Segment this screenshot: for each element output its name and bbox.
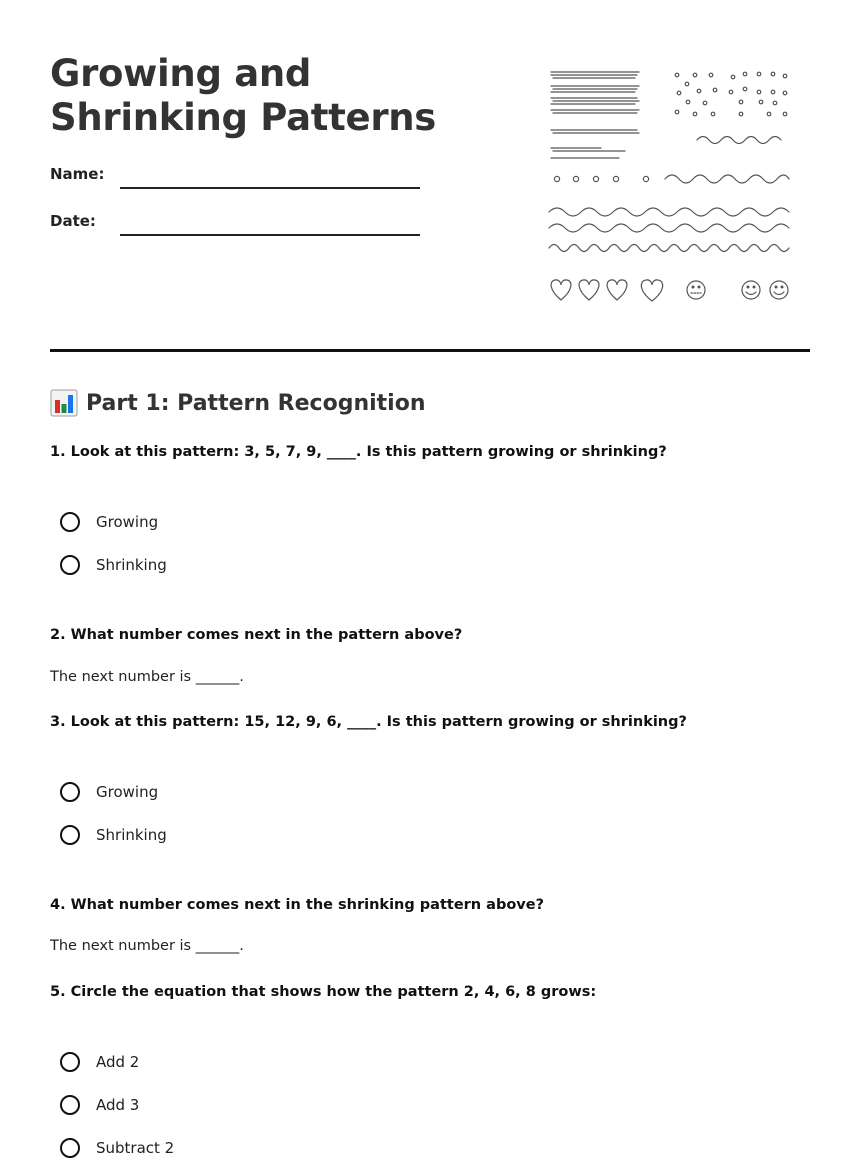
radio-button[interactable] — [60, 782, 80, 802]
question-3: 3. Look at this pattern: 15, 12, 9, 6, ____. Is this pattern growing or shrinking? — [50, 714, 687, 730]
radio-button[interactable] — [60, 512, 80, 532]
wave-line-3-icon — [549, 245, 789, 252]
option-label: Add 2 — [96, 1053, 140, 1071]
q4-answer-blank[interactable]: The next number is ______. — [50, 938, 244, 954]
option-label: Subtract 2 — [96, 1139, 175, 1157]
q1-option-shrinking[interactable] — [60, 552, 167, 578]
q3-option-shrinking[interactable] — [60, 822, 167, 848]
question-5: 5. Circle the equation that shows how the pattern 2, 4, 6, 8 grows: — [50, 984, 597, 1000]
squiggle-small-icon — [697, 137, 781, 144]
q5-option-subtract-2[interactable] — [60, 1135, 174, 1161]
radio-button[interactable] — [60, 555, 80, 575]
hearts-row-icon — [551, 280, 663, 301]
option-label: Growing — [96, 783, 159, 801]
wave-short-icon — [665, 175, 789, 183]
question-1: 1. Look at this pattern: 3, 5, 7, 9, ____. Is this pattern growing or shrinking? — [50, 444, 667, 460]
worksheet-title: Growing and Shrinking Patterns — [50, 52, 437, 139]
dots-pattern-icon — [675, 72, 787, 116]
wave-line-1-icon — [549, 208, 789, 216]
bar-chart-icon — [50, 389, 78, 417]
q1-option-growing[interactable] — [60, 509, 158, 535]
option-label: Shrinking — [96, 826, 167, 844]
q3-option-growing[interactable] — [60, 779, 158, 805]
option-label: Add 3 — [96, 1096, 140, 1114]
pattern-doodles-illustration — [545, 62, 795, 312]
part1-heading-text: Part 1: Pattern Recognition — [86, 390, 426, 416]
option-label: Growing — [96, 513, 159, 531]
circles-row-icon — [554, 176, 648, 181]
date-input-line[interactable] — [120, 234, 420, 236]
q5-option-add-3[interactable] — [60, 1092, 139, 1118]
radio-button[interactable] — [60, 1095, 80, 1115]
question-4: 4. What number comes next in the shrinking pattern above? — [50, 897, 545, 913]
wave-line-2-icon — [549, 224, 789, 232]
radio-button[interactable] — [60, 1138, 80, 1158]
option-label: Shrinking — [96, 556, 167, 574]
radio-button[interactable] — [60, 825, 80, 845]
q2-answer-blank[interactable]: The next number is ______. — [50, 669, 244, 685]
part1-heading — [50, 386, 425, 420]
name-input-line[interactable] — [120, 187, 420, 189]
smiley-faces-icon — [687, 281, 788, 299]
name-label: Name: — [50, 165, 105, 183]
date-label: Date: — [50, 212, 96, 230]
radio-button[interactable] — [60, 1052, 80, 1072]
question-2: 2. What number comes next in the pattern above? — [50, 627, 463, 643]
q5-option-add-2[interactable] — [60, 1049, 139, 1075]
header-divider — [50, 349, 810, 352]
sketch-lines-icon — [551, 72, 639, 158]
